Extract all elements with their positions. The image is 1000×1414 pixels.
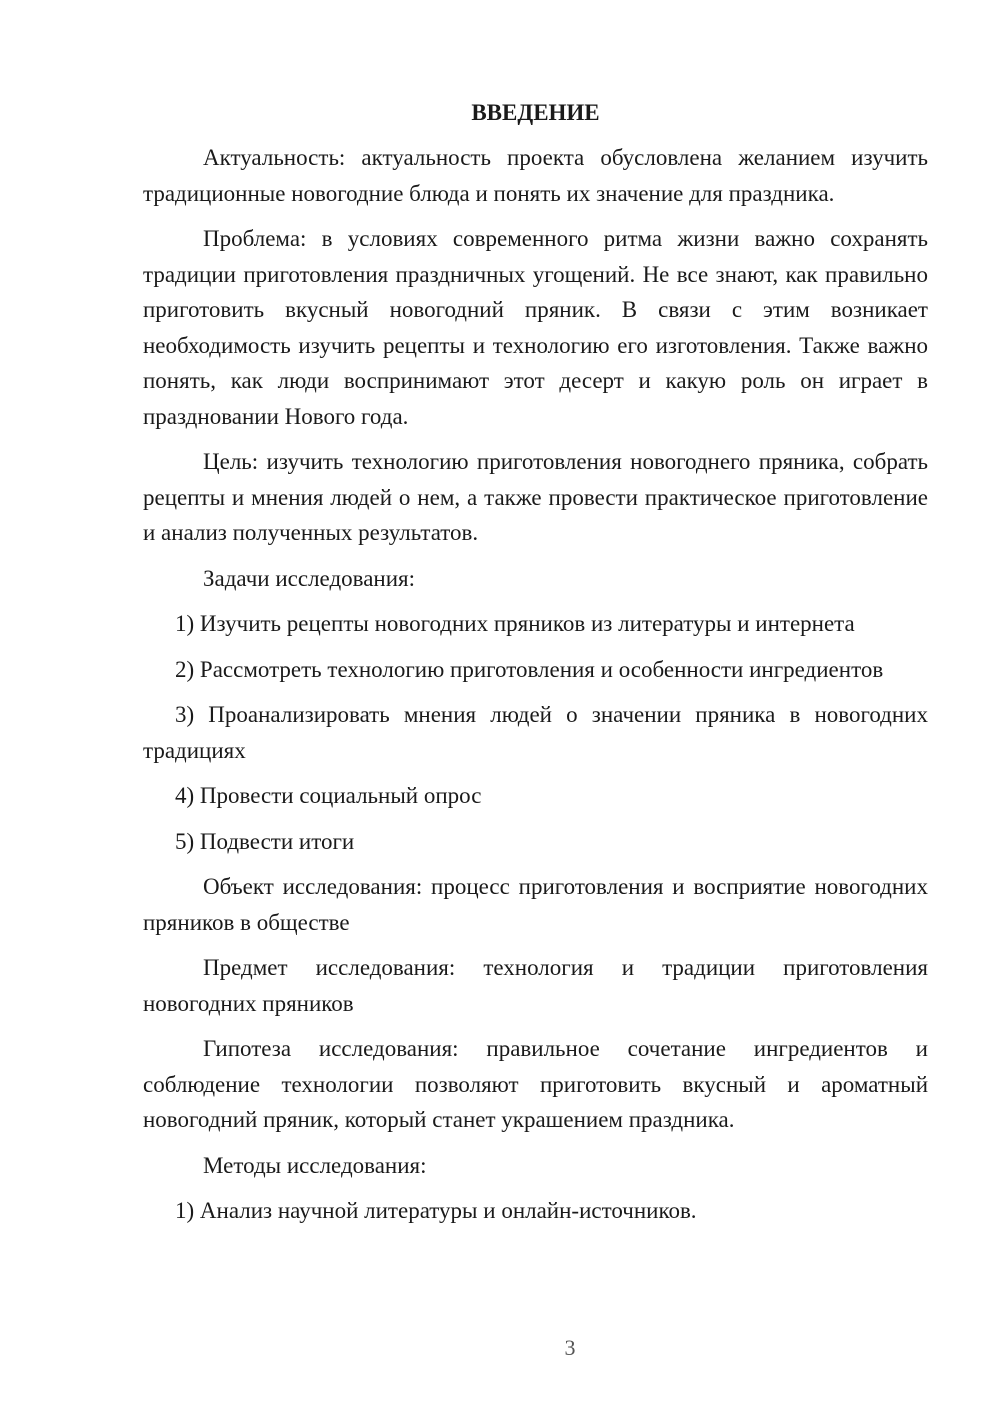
tasks-title: Задачи исследования: (203, 565, 416, 591)
page-number: 3 (564, 1335, 576, 1360)
methods-title: Методы исследования: (203, 1152, 427, 1178)
task-item: 5) Подвести итоги (175, 828, 355, 854)
object-paragraph: Объект исследования: процесс приготовления и восприятие новогодних пряников в обществе (143, 874, 928, 935)
method-item: 1) Анализ научной литературы и онлайн-источников. (175, 1198, 697, 1223)
task-item: 1) Изучить рецепты новогодних пряников из литературы и интернета (175, 611, 855, 636)
task-item: 3) Проанализировать мнения людей о значении пряника в новогодних традициях (143, 702, 928, 763)
task-item: 2) Рассмотреть технологию приготовления и особенности ингредиентов (175, 656, 884, 682)
problem-paragraph: Проблема: в условиях современного ритма жизни важно сохранять традиции приготовления праздничных угощений. Не все знают, как правильно приготовить вкусный новогодний пряник. В связи с этим возникает необходимость изучить рецепты и технологию его изготовления. Также важно понять, как люди воспринимают этот десерт и какую роль он играет в праздновании Нового года. (143, 226, 928, 429)
goal-paragraph: Цель: изучить технологию приготовления новогоднего пряника, собрать рецепты и мнения людей о нем, а также провести практическое приготовление и анализ полученных результатов. (143, 449, 928, 545)
document-body (143, 95, 928, 1239)
section-heading: ВВЕДЕНИЕ (471, 100, 600, 125)
subject-paragraph: Предмет исследования: технология и традиции приготовления новогодних пряников (143, 955, 928, 1016)
task-item: 4) Провести социальный опрос (175, 783, 482, 808)
relevance-paragraph: Актуальность: актуальность проекта обусловлена желанием изучить традиционные новогодние блюда и понять их значение для праздника. (143, 145, 928, 206)
hypothesis-paragraph: Гипотеза исследования: правильное сочетание ингредиентов и соблюдение технологии позволяют приготовить вкусный и ароматный новогодний пряник, который станет украшением праздника. (143, 1036, 928, 1132)
